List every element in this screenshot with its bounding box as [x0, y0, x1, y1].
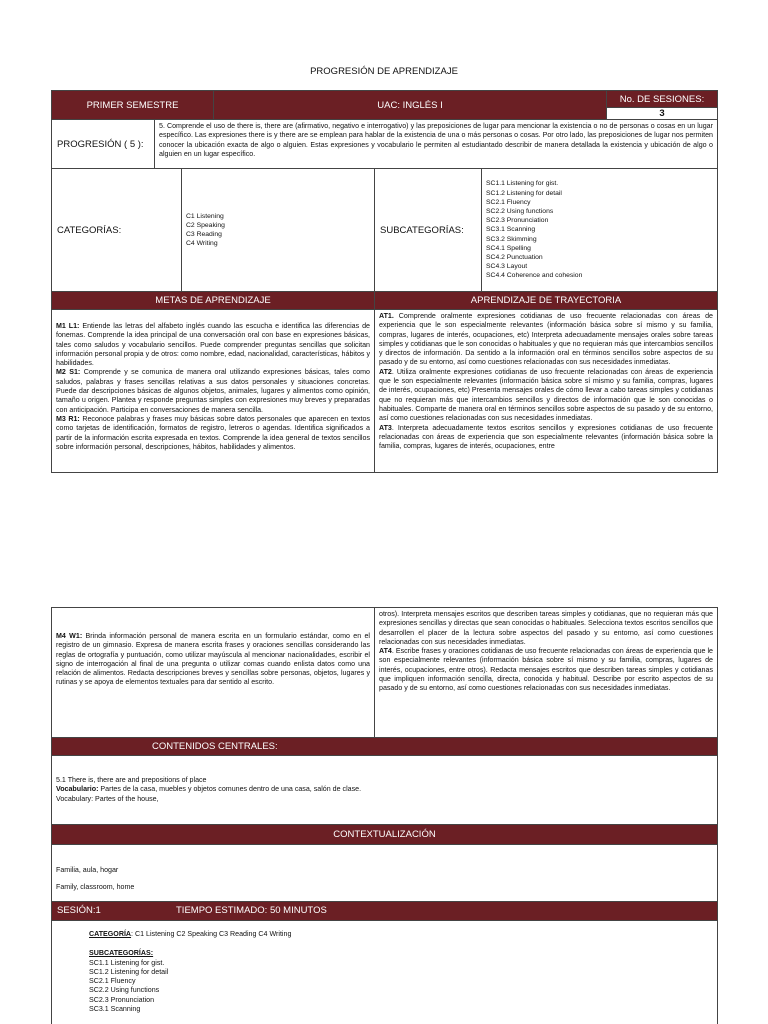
page-title: PROGRESIÓN DE APRENDIZAJE: [310, 66, 458, 77]
contenidos-cell: [51, 755, 718, 825]
at2-label: AT2: [379, 367, 392, 376]
categories-label: CATEGORÍAS:: [51, 168, 182, 292]
at3-text: . Interpreta adecuadamente textos escritos sencillos y expresiones cotidianas de uso frecuente relacionadas con áreas de experiencia que son especialmente relevantes (información básica sobre la familia, compras, lugares de interés, ocupaciones, entre: [379, 423, 713, 451]
categories-list-cell: [181, 168, 375, 292]
at4-text: . Escribe frases y oraciones cotidianas de uso frecuente relacionadas con áreas de experiencia que le son especialmente relevantes (información básica sobre sí mismo y su familia, compras, lugares de interés, ocupaciones, entre otros). Redacta mensajes escritos que describen tareas simples y cotidianas que impliquen información sencilla, directa, conocida y habitual. Describe por escrito aspectos de su pasado y de su entorno, así como cuestiones relacionadas con sus necesidades inmediatas.: [379, 647, 713, 693]
sesion-sub-item: SC1.1 Listening for gist.: [89, 958, 165, 967]
trayectoria-cell-1: [374, 309, 718, 473]
progression-text: 5. Comprende el uso de there is, there are (afirmativo, negativo e interrogativo) y las preposiciones de lugar para mencionar la existencia o no de personas o cosas en un lugar específico. Las expresiones there is y there are se emplean para hablar de la existencia de una o más personas o cosas. Por otro lado, las preposiciones de lugar nos permiten conocer la ubicación exacta de algo o alguien. Estas expresiones y vocabulario le permiten al estudiantado describir de manera detallada la existencia y ubicación de algo o alguien en un lugar específico.: [154, 119, 718, 169]
sessions-value: 3: [606, 107, 718, 120]
at1-label: AT1.: [379, 312, 394, 320]
sesion-sub-item: SC2.2 Using functions: [89, 986, 160, 995]
sesion-sub-item: SC3.1 Scanning: [89, 1005, 141, 1014]
sesion-time: TIEMPO ESTIMADO: 50 MINUTOS: [176, 905, 327, 916]
semester-header: PRIMER SEMESTRE: [51, 90, 214, 120]
m2-label: M2 S1:: [56, 368, 81, 377]
subcategory-item: SC2.3 Pronunciation: [486, 217, 549, 225]
m4-text: Brinda información personal de manera escrita en un formulario estándar, como en el registro de un gimnasio. Expresa de manera escrita frases y oraciones sencillas considerando las reglas de ortografía y puntuación, como utilizar mayúscula al mencionar nacionalidades, escribir el signo de interrogación al final de una pregunta o utilizar comas cuando enlista datos como una relación de alimentos. Redacta descripciones breves y sencillas sobre personas, objetos, lugares y rutinas y se apoya de elementos textuales para dar sentido al escrito.: [56, 632, 371, 687]
subcategory-item: SC2.1 Fluency: [486, 198, 531, 206]
contenidos-header: [51, 737, 718, 756]
contextualizacion-cell: [51, 844, 718, 902]
at2-text: . Utiliza oralmente expresiones cotidianas de uso frecuente relacionadas con áreas de experiencia que le son especialmente relevantes (información básica sobre sí mismo y su familia, compras, lugares de interés, ocupaciones, etc) Presenta mensajes orales de cómo llevar a cabo tareas simples y cotidianas que no requieran más que intercambios sencillos y directos de información que le son conocidas o habituales. Comparte de manera oral en términos sencillos sobre aspectos de su pasado y de su entorno, así como cuestiones relacionadas con sus necesidades inmediatas.: [379, 367, 713, 423]
contenidos-line-1: 5.1 There is, there are and prepositions of place: [56, 776, 207, 784]
m3-text: Reconoce palabras y frases muy básicas sobre datos personales que aparecen en textos como tarjetas de identificación, formatos de registro, letreros o agendas. Identifica significados a partir de la información escrita expresada en textos. Comprende la idea general de textos sencillos sobre información personal, descripciones, hábitos, habilidades y alimentos.: [56, 414, 370, 451]
context-line-2: Family, classroom, home: [56, 883, 135, 892]
trayectoria-cell-2: [374, 607, 718, 738]
at3-label: AT3: [379, 423, 392, 432]
subcategory-item: SC3.2 Skimming: [486, 235, 537, 243]
categories-list: [186, 212, 225, 249]
subcategory-item: SC4.1 Spelling: [486, 244, 531, 252]
subcategory-item: SC4.2 Punctuation: [486, 254, 543, 261]
metas-cell-2: [51, 607, 375, 738]
sesion-sub-label: SUBCATEGORÍAS:: [89, 949, 154, 958]
sesion-sub-item: SC2.3 Pronunciation: [89, 995, 155, 1004]
subcategory-item: SC4.4 Coherence and cohesion: [486, 272, 583, 280]
m3-label: M3 R1:: [56, 414, 80, 423]
at3-cont-text: otros). Interpreta mensajes escritos que describen tareas simples y cotidianas, que no requieran más que expresiones sencillas y directas que sean conocidas o habituales. Selecciona textos escritos sencillos que desarrollen el placer de la lectura sobre aspectos del pasado y su entorno, así como cuestiones relacionadas con sus necesidades inmediatas.: [379, 610, 713, 646]
subcategories-list-cell: [481, 168, 718, 292]
sesion-label: SESIÓN:1: [57, 905, 101, 916]
at4-label: AT4: [379, 647, 392, 656]
category-item: C3 Reading: [186, 231, 222, 238]
category-item: C4 Writing: [186, 240, 218, 248]
m1-text: Entiende las letras del alfabeto inglés cuando las escucha e identifica las diferencias de fonemas. Comprende la idea principal de una conversación oral con base en expresiones básicas, tales como saludos y vocabulario sencillos. Puede comprender preguntas sencillas que solicitan información personal propia y de otros: como nombre, edad, nacionalidad, características, hábitos y habilidades.: [56, 322, 370, 368]
m4-label: M4 W1:: [56, 632, 83, 640]
sesion-header: [51, 901, 718, 921]
sesion-sub-item: SC2.1 Fluency: [89, 977, 136, 986]
subcategory-item: SC2.2 Using functions: [486, 207, 554, 215]
sessions-label: No. DE SESIONES:: [606, 90, 718, 108]
uac-header: UAC: INGLÉS I: [213, 90, 607, 120]
metas-header: METAS DE APRENDIZAJE: [51, 291, 375, 310]
subcategory-item: SC4.3 Layout: [486, 263, 528, 271]
sesion-category-text: : C1 Listening C2 Speaking C3 Reading C4 Writing: [131, 930, 292, 938]
subcategory-item: SC3.1 Scanning: [486, 226, 536, 234]
subcategories-list: [486, 179, 582, 280]
contenidos-line-3: Vocabulary: Partes of the house,: [56, 794, 159, 803]
trayectoria-header: APRENDIZAJE DE TRAYECTORIA: [374, 291, 718, 310]
at1-text: Comprende oralmente expresiones cotidianas de uso frecuente relacionadas con áreas de experiencia que le son especialmente relevantes (información básica sobre sí mismo y su familia, compras, lugares de interés, ocupaciones, etc) Interpreta adecuadamente mensajes orales sobre tareas simples y cotidianas que le son conocidas o habituales y que no requieran más que intercambios sencillos y directos de información. Da sentido a la información oral en términos sencillos sobre aspectos de su pasado y de su entorno, así como cuestiones relacionadas con sus necesidades inmediatas.: [379, 312, 713, 367]
sesion-sub-item: SC1.2 Listening for detail: [89, 967, 169, 976]
sesion-category-label: CATEGORÍA: [89, 930, 132, 938]
m2-text: Comprende y se comunica de manera oral utilizando expresiones básicas, tales como saludos, palabras y frases sencillas relativas a sus datos personales y situaciones concretas. Puede dar descripciones básicas de algunos objetos, animales, lugares y alimentos como opinión, tamaño u origen. Plantea y responde preguntas simples con expresiones muy breves y preparadas con anticipación. Participa en conversaciones de manera sencilla.: [56, 368, 370, 414]
vocab-text: Partes de la casa, muebles y objetos comunes dentro de una casa, salón de clase.: [98, 785, 362, 794]
contenidos-header-text: CONTENIDOS CENTRALES:: [152, 741, 278, 752]
context-line-1: Familia, aula, hogar: [56, 866, 119, 874]
category-item: C2 Speaking: [186, 221, 225, 229]
category-item: C1 Listening: [186, 212, 224, 220]
subcategories-label: SUBCATEGORÍAS:: [374, 168, 482, 292]
metas-cell-1: [51, 309, 375, 473]
sesion-cell: [51, 920, 718, 1024]
subcategory-item: SC1.2 Listening for detail: [486, 189, 562, 197]
vocab-label: Vocabulario:: [56, 785, 99, 794]
progression-label: PROGRESIÓN ( 5 ):: [51, 119, 155, 169]
subcategory-item: SC1.1 Listening for gist.: [486, 180, 559, 188]
contextualizacion-header: CONTEXTUALIZACIÓN: [51, 824, 718, 845]
m1-label: M1 L1:: [56, 322, 80, 330]
